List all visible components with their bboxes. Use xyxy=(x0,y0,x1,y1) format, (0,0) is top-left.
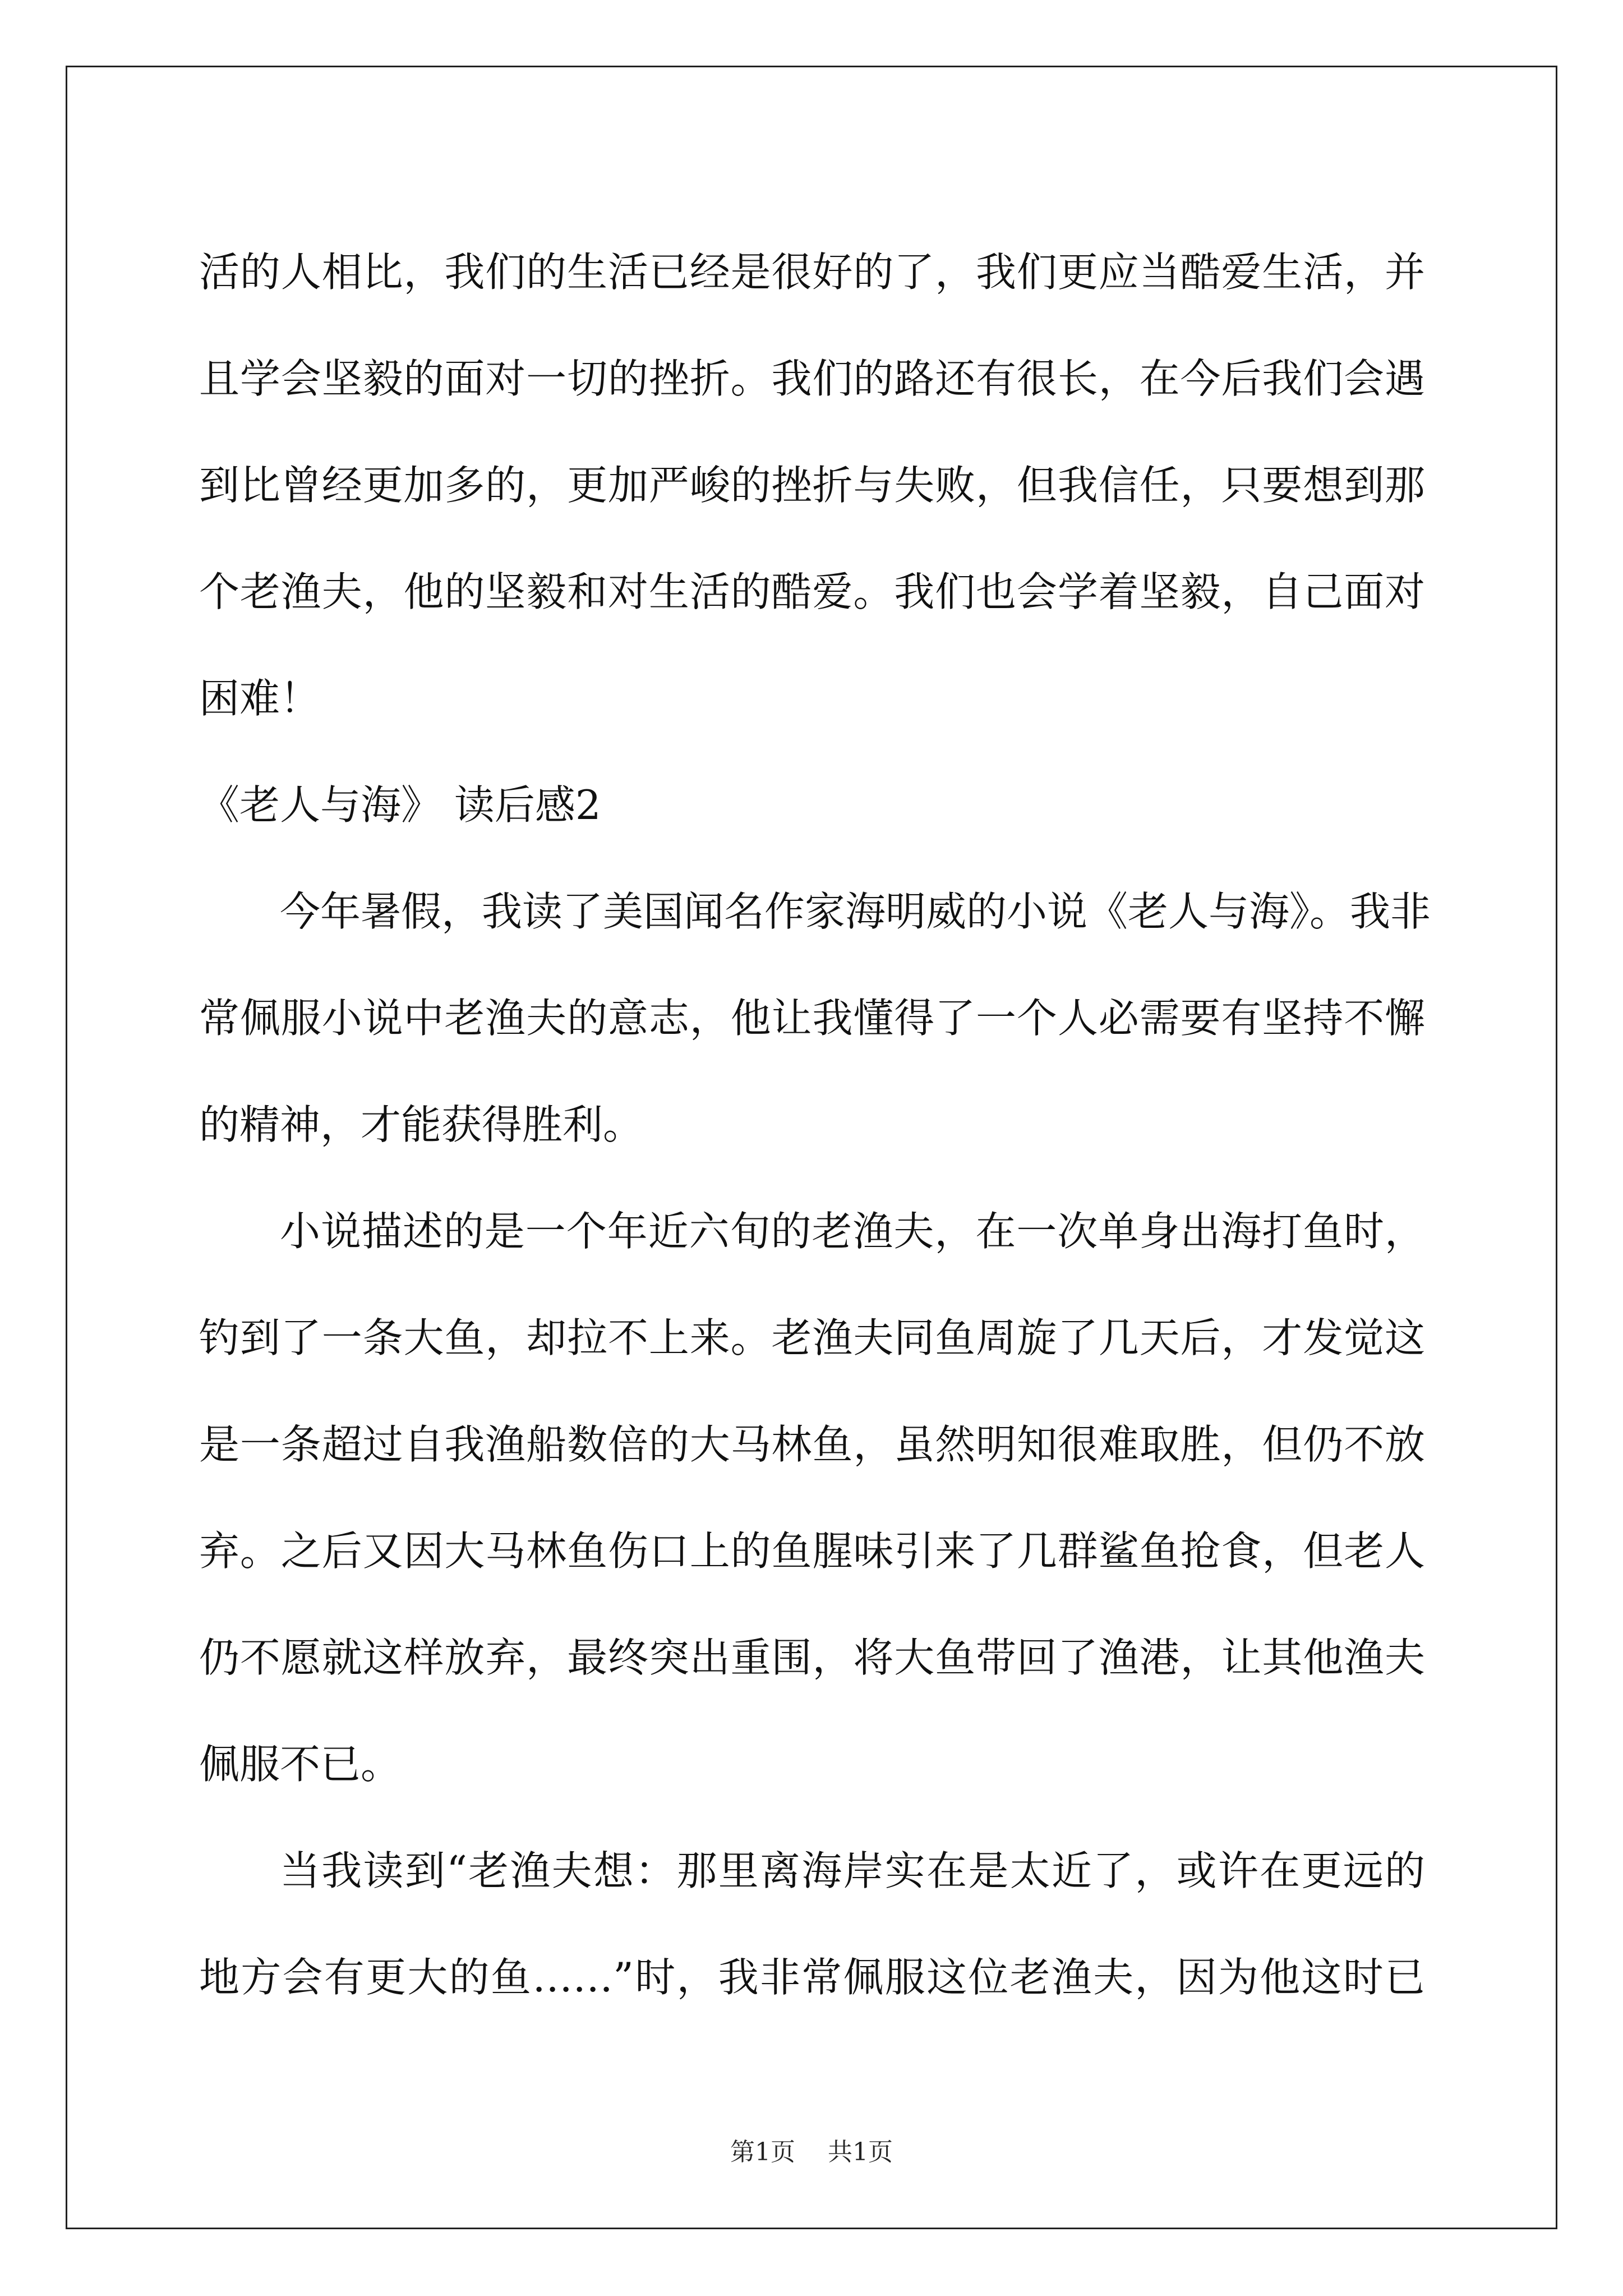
text-line: 仍不愿就这样放弃，最终突出重围，将大鱼带回了渔港，让其他渔夫 xyxy=(199,1634,1425,1681)
text-line: 佩服不已。 xyxy=(199,1741,402,1788)
page-number: 第1页 xyxy=(730,2138,795,2166)
text-line: 的精神，才能获得胜利。 xyxy=(199,1101,644,1148)
page-total: 共1页 xyxy=(828,2138,893,2166)
text-line: 且学会坚毅的面对一切的挫折。我们的路还有很长，在今后我们会遇 xyxy=(199,355,1425,402)
document-body xyxy=(199,219,1431,2031)
text-line: 钓到了一条大鱼，却拉不上来。老渔夫同鱼周旋了几天后，才发觉这 xyxy=(199,1314,1425,1361)
page-footer xyxy=(0,2132,1623,2168)
text-line: 地方会有更大的鱼……”时，我非常佩服这位老渔夫，因为他这时已 xyxy=(199,1954,1425,2001)
text-line: 困难！ xyxy=(199,675,321,722)
text-line: 到比曾经更加多的，更加严峻的挫折与失败，但我信任，只要想到那 xyxy=(199,462,1425,509)
text-line: 当我读到“老渔夫想：那里离海岸实在是太近了，或许在更远的 xyxy=(280,1847,1425,1894)
text-line: 常佩服小说中老渔夫的意志，他让我懂得了一个人必需要有坚持不懈 xyxy=(199,995,1425,1042)
section-heading: 《老人与海》 读后感2 xyxy=(199,781,601,829)
text-line: 弃。之后又因大马林鱼伤口上的鱼腥味引来了几群鲨鱼抢食，但老人 xyxy=(199,1527,1425,1575)
text-line: 个老渔夫，他的坚毅和对生活的酷爱。我们也会学着坚毅，自己面对 xyxy=(199,568,1425,615)
text-line: 活的人相比，我们的生活已经是很好的了，我们更应当酷爱生活，并 xyxy=(199,249,1425,296)
text-line: 今年暑假，我读了美国闻名作家海明威的小说《老人与海》。我非 xyxy=(280,888,1431,935)
text-line: 是一条超过自我渔船数倍的大马林鱼，虽然明知很难取胜，但仍不放 xyxy=(199,1421,1425,1468)
text-line: 小说描述的是一个年近六旬的老渔夫，在一次单身出海打鱼时， xyxy=(280,1208,1425,1255)
